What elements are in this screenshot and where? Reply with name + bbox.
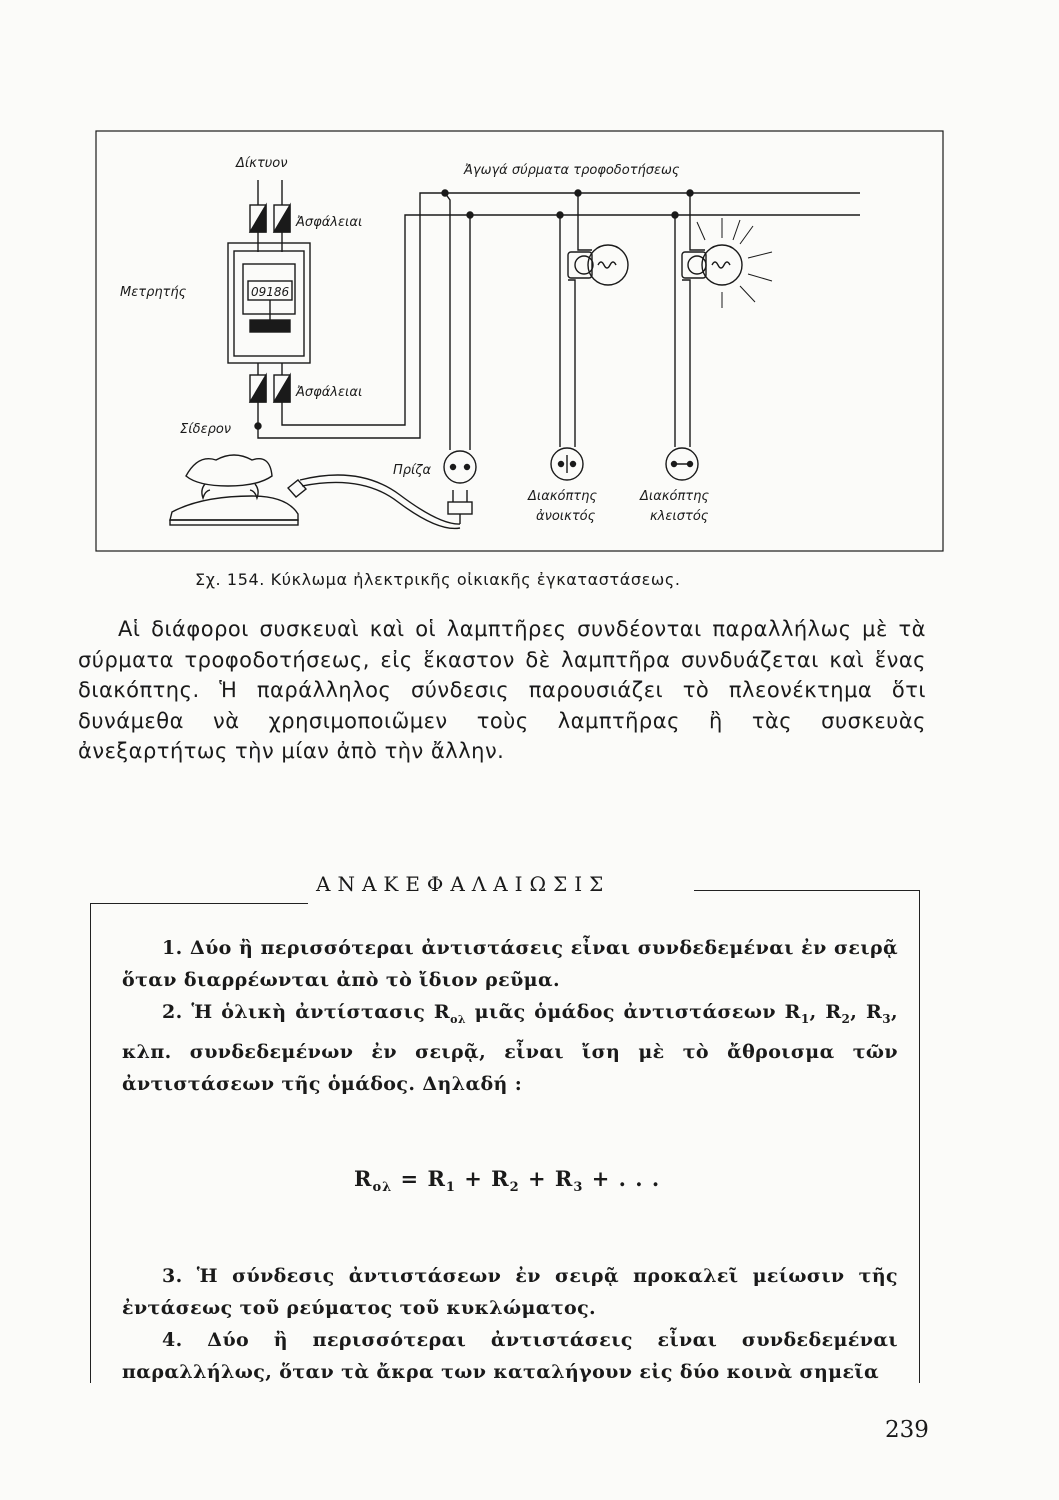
circuit-figure <box>0 0 1059 560</box>
switch-open-label-2: ἀνοικτός <box>536 509 596 524</box>
figure-caption: Σχ. 154. Κύκλωμα ἠλεκτρικῆς οἰκιακῆς ἐγκαταστάσεως. <box>195 570 681 589</box>
electricity-meter <box>228 243 310 363</box>
iron-label: Σίδερον <box>180 422 232 437</box>
summary-item-4: 4. Δύο ἢ περισσότεραι ἀντιστάσεις εἶναι συνδεδεμέναι παραλλήλως, ὅταν τὰ ἄκρα των καταλήγουν εἰς δύο κοινὰ σημεῖα <box>122 1328 898 1383</box>
switch-closed-label-1: Διακόπτης <box>640 489 709 504</box>
fuses-bottom-label: Ἀσφάλειαι <box>296 385 363 400</box>
summary-item-3: 3. Ἡ σύνδεσις ἀντιστάσεων ἐν σειρᾷ προκαλεῖ μείωσιν τῆς ἐντάσεως τοῦ ρεύματος τοῦ κυκλώματος. <box>122 1264 898 1319</box>
fuses-top-label: Ἀσφάλειαι <box>296 215 363 230</box>
lamp-on-icon <box>682 218 772 308</box>
fuse-top-left <box>250 205 266 232</box>
summary-rule-right <box>694 890 920 891</box>
meter-reading: 09186 <box>251 285 290 299</box>
fuse-bottom-right <box>274 375 290 402</box>
fuse-top-right <box>274 205 290 232</box>
switch-open-label-1: Διακόπτης <box>528 489 597 504</box>
socket-label: Πρίζα <box>393 463 432 478</box>
network-label: Δίκτυον <box>236 156 288 171</box>
body-paragraph: Αἱ διάφοροι συσκευαὶ καὶ οἱ λαμπτῆρες συνδέονται παραλλήλως μὲ τὰ σύρματα τροφοδοτήσεως, εἰς ἕκαστον δὲ λαμπτῆρα συνδυάζεται καὶ ἕνας διακόπτης. Ἡ παράλληλος σύνδεσις παρουσιάζει τὸ πλεονέκτημα ὅτι δυνάμεθα νὰ χρησιμοποιῶμεν τοὺς λαμπτῆρας ἢ τὰς συσκευὰς ἀνεξαρτήτως τὴν μίαν ἀπὸ τὴν ἄλλην. <box>78 617 926 763</box>
supply-wires-label: Ἀγωγά σύρματα τροφοδοτήσεως <box>464 163 680 178</box>
summary-rule-left <box>90 903 308 904</box>
summary-border-left <box>90 903 91 1383</box>
lamp-off-icon <box>568 245 628 285</box>
summary-border-right <box>919 890 920 1383</box>
summary-item-2: 2. Ἡ ὁλικὴ ἀντίστασις $R_{o\lambda}$ μιᾶς ὁμάδος ἀντιστάσεων $R_1$, $R_2$, $R_3$, κλπ. συνδεδεμένων ἐν σειρᾷ, εἶναι ἴση μὲ τὸ ἄθροισμα τῶν ἀντιστάσεων τῆς ὁμάδος. Δηλαδή : <box>122 1001 898 1095</box>
wall-socket <box>444 451 476 483</box>
summary-body <box>122 932 898 1388</box>
switch-closed-label-2: κλειστός <box>650 509 709 524</box>
switch-closed <box>666 448 698 480</box>
electric-iron <box>170 455 306 525</box>
summary-item-1: 1. Δύο ἢ περισσότεραι ἀντιστάσεις εἶναι συνδεδεμέναι ἐν σειρᾷ ὅταν διαρρέωνται ἀπὸ τὸ ἴδιον ρεῦμα. <box>122 937 898 991</box>
plug <box>448 490 472 524</box>
fuse-bottom-left <box>250 375 266 402</box>
page-number: 239 <box>885 1417 929 1443</box>
summary-heading: ΑΝΑΚΕΦΑΛΑΙΩΣΙΣ <box>316 872 611 896</box>
meter-label: Μετρητής <box>120 285 187 300</box>
switch-open <box>551 448 583 480</box>
series-resistance-formula: $R_{o\lambda} = R_1 + R_2 + R_3$ + . . . <box>354 1166 661 1196</box>
figure-frame <box>96 131 943 551</box>
